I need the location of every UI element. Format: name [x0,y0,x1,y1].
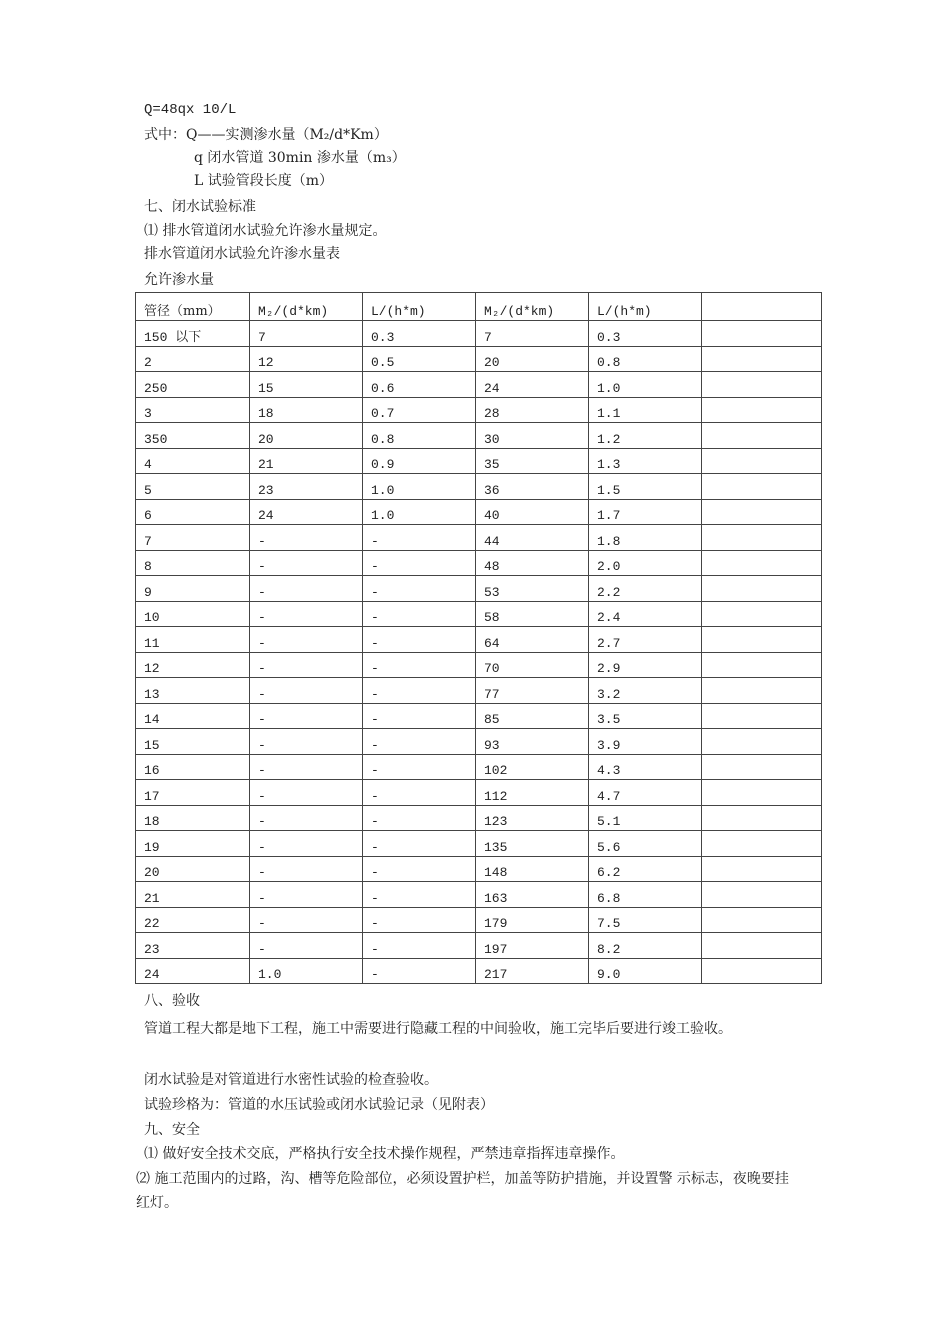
table-cell: 4.7 [589,780,702,806]
table-cell [702,397,822,423]
table-cell: - [250,601,363,627]
table-cell: 35 [476,448,589,474]
table-cell: 135 [476,831,589,857]
table-row [136,754,822,780]
table-cell: 0.5 [363,346,476,372]
table-cell: - [250,652,363,678]
table-cell: 15 [250,372,363,398]
table-cell: 17 [136,780,250,806]
table-cell: 112 [476,780,589,806]
table-cell [702,958,822,984]
table-cell: 8.2 [589,933,702,959]
table-cell: 1.0 [363,499,476,525]
table-cell [702,831,822,857]
table-row [136,958,822,984]
table-cell [702,321,822,347]
table-row [136,423,822,449]
table-cell: 0.9 [363,448,476,474]
table-cell: 40 [476,499,589,525]
table-cell: 6.2 [589,856,702,882]
table-cell: 58 [476,601,589,627]
table-cell [702,703,822,729]
table-cell [702,933,822,959]
table-cell: 5.6 [589,831,702,857]
table-cell [702,754,822,780]
table-cell: 1.2 [589,423,702,449]
formula-q-line: q 闭水管道 30min 渗水量（m₃） [194,150,406,166]
table-cell: 0.7 [363,397,476,423]
table-cell: - [250,933,363,959]
table-cell: 1.0 [363,474,476,500]
table-cell: 23 [250,474,363,500]
table-cell [702,525,822,551]
table-row [136,780,822,806]
table-cell: 8 [136,550,250,576]
table-cell: - [363,576,476,602]
table-cell: 5 [136,474,250,500]
section9-heading: 九、安全 [144,1122,200,1138]
table-cell [702,882,822,908]
table-header-cell: 管径（mm） [136,293,250,321]
table-cell: - [250,831,363,857]
table-cell: - [363,831,476,857]
table-cell: 3.9 [589,729,702,755]
table-cell: 2.2 [589,576,702,602]
table-cell [702,856,822,882]
table-cell: 24 [136,958,250,984]
table-row [136,678,822,704]
table-cell: - [363,627,476,653]
table-cell: 36 [476,474,589,500]
table-row [136,474,822,500]
table-cell: 1.5 [589,474,702,500]
table-row [136,652,822,678]
table-cell: 20 [136,856,250,882]
table-header-cell: M₂/(d*km) [250,293,363,321]
section8-heading: 八、验收 [144,993,200,1009]
table-cell: - [363,525,476,551]
table-cell: 1.0 [250,958,363,984]
section8-para2: 闭水试验是对管道进行水密性试验的检查验收。 [144,1072,438,1088]
table-cell: 64 [476,627,589,653]
table-cell: - [363,703,476,729]
table-cell: 3.5 [589,703,702,729]
table-cell: 48 [476,550,589,576]
section9-item2: ⑵ 施工范围内的过路，沟、槽等危险部位，必须设置护栏，加盖等防护措施，并设置警 示标志，夜晚要挂红灯。 [136,1171,789,1211]
table-cell: 93 [476,729,589,755]
table-cell: - [250,754,363,780]
table-cell: 2.0 [589,550,702,576]
table-row [136,372,822,398]
table-cell: - [250,678,363,704]
table-cell: 0.8 [589,346,702,372]
table-cell: 250 [136,372,250,398]
table-cell [702,601,822,627]
table-cell: - [363,805,476,831]
table-cell: 1.0 [589,372,702,398]
table-cell [702,678,822,704]
table-cell: 0.3 [363,321,476,347]
table-cell: - [363,754,476,780]
table-cell: 350 [136,423,250,449]
table-header-cell: M₂/(d*km) [476,293,589,321]
table-cell: 0.6 [363,372,476,398]
table-row [136,448,822,474]
section8-para3: 试验珍格为：管道的水压试验或闭水试验记录（见附表） [144,1097,494,1113]
table-cell: - [250,525,363,551]
table-cell: - [363,780,476,806]
table-cell [702,907,822,933]
table-cell [702,780,822,806]
table-cell: 2 [136,346,250,372]
table-cell: - [363,601,476,627]
table-cell: 20 [476,346,589,372]
table-cell: 11 [136,627,250,653]
table-cell: 6.8 [589,882,702,908]
table-cell: 14 [136,703,250,729]
table-cell: - [363,729,476,755]
table-cell: - [250,729,363,755]
table-cell: 77 [476,678,589,704]
table-cell: 1.3 [589,448,702,474]
table-row [136,933,822,959]
table-cell: 2.7 [589,627,702,653]
table-cell: 16 [136,754,250,780]
table-cell: 21 [250,448,363,474]
table-cell: - [250,703,363,729]
table-cell: - [250,780,363,806]
table-cell [702,627,822,653]
table-cell: 30 [476,423,589,449]
table-header-row [136,293,822,321]
table-cell: - [363,678,476,704]
table-header-cell: L/(h*m) [363,293,476,321]
table-cell: 1.1 [589,397,702,423]
table-cell: - [250,576,363,602]
table-cell: 18 [136,805,250,831]
table-cell: 150 以下 [136,321,250,347]
table-row [136,321,822,347]
table-cell: 15 [136,729,250,755]
table-header-cell: L/(h*m) [589,293,702,321]
table-row [136,729,822,755]
table-cell [702,474,822,500]
table-cell [702,729,822,755]
table-cell [702,372,822,398]
table-row [136,856,822,882]
table-cell: 0.3 [589,321,702,347]
table-row [136,882,822,908]
table-cell [702,499,822,525]
table-cell: 163 [476,882,589,908]
table-row [136,805,822,831]
seepage-table [135,292,822,984]
table-cell: 19 [136,831,250,857]
table-cell: 44 [476,525,589,551]
table-cell: 4.3 [589,754,702,780]
table-cell: - [363,856,476,882]
table-cell: 123 [476,805,589,831]
table-cell [702,805,822,831]
table-cell: - [363,958,476,984]
table-cell: 10 [136,601,250,627]
table-cell [702,550,822,576]
table-cell: 3.2 [589,678,702,704]
table-cell [702,423,822,449]
table-row [136,525,822,551]
table-cell [702,346,822,372]
table-row [136,499,822,525]
section9-item1: ⑴ 做好安全技术交底，严格执行安全技术操作规程，严禁违章指挥违章操作。 [144,1146,625,1162]
table-cell: 20 [250,423,363,449]
table-cell: - [363,933,476,959]
table-row [136,397,822,423]
section7-item1: ⑴ 排水管道闭水试验允许渗水量规定。 [144,223,387,239]
table-cell: 5.1 [589,805,702,831]
table-cell: 197 [476,933,589,959]
table-row [136,346,822,372]
table-cell: 85 [476,703,589,729]
table-cell: - [363,550,476,576]
table-cell: 12 [250,346,363,372]
table-cell: 9 [136,576,250,602]
formula-equation: Q=48qx 10/L [144,102,237,118]
table-cell: 22 [136,907,250,933]
table-row [136,831,822,857]
table-title: 排水管道闭水试验允许渗水量表 [144,246,340,262]
table-cell: 24 [476,372,589,398]
table-cell: 28 [476,397,589,423]
table-row [136,907,822,933]
table-cell: 7 [136,525,250,551]
table-row [136,627,822,653]
table-cell: 70 [476,652,589,678]
table-cell: 53 [476,576,589,602]
table-cell: 7 [250,321,363,347]
table-cell: 1.8 [589,525,702,551]
table-cell: 148 [476,856,589,882]
table-cell: - [250,882,363,908]
table-cell: - [363,652,476,678]
table-cell [702,576,822,602]
table-cell: 24 [250,499,363,525]
table-cell: 179 [476,907,589,933]
table-cell: 9.0 [589,958,702,984]
table-row [136,601,822,627]
table-subtitle: 允许渗水量 [144,272,214,288]
table-cell: - [363,907,476,933]
table-cell: 2.9 [589,652,702,678]
table-row [136,703,822,729]
table-cell: - [363,882,476,908]
formula-l-line: L 试验管段长度（m） [194,173,334,189]
table-cell: 2.4 [589,601,702,627]
table-cell: - [250,550,363,576]
table-cell: 4 [136,448,250,474]
table-row [136,576,822,602]
table-cell: 102 [476,754,589,780]
section7-heading: 七、闭水试验标准 [144,199,256,215]
table-cell: 3 [136,397,250,423]
table-cell: - [250,805,363,831]
table-cell: - [250,907,363,933]
table-cell [702,448,822,474]
table-cell: 12 [136,652,250,678]
table-header-cell [702,293,822,321]
table-cell: 217 [476,958,589,984]
formula-where-line: 式中：Q——实测渗水量（M₂/d*Km） [144,127,388,143]
table-cell: 0.8 [363,423,476,449]
table-cell: 6 [136,499,250,525]
table-cell: - [250,627,363,653]
table-cell: 7 [476,321,589,347]
table-cell: 23 [136,933,250,959]
table-row [136,550,822,576]
table-cell: 18 [250,397,363,423]
table-cell: 13 [136,678,250,704]
table-cell: - [250,856,363,882]
table-cell [702,652,822,678]
table-cell: 7.5 [589,907,702,933]
table-cell: 21 [136,882,250,908]
table-cell: 1.7 [589,499,702,525]
section8-para1: 管道工程大都是地下工程，施工中需要进行隐藏工程的中间验收，施工完毕后要进行竣工验收。 [144,1021,732,1037]
